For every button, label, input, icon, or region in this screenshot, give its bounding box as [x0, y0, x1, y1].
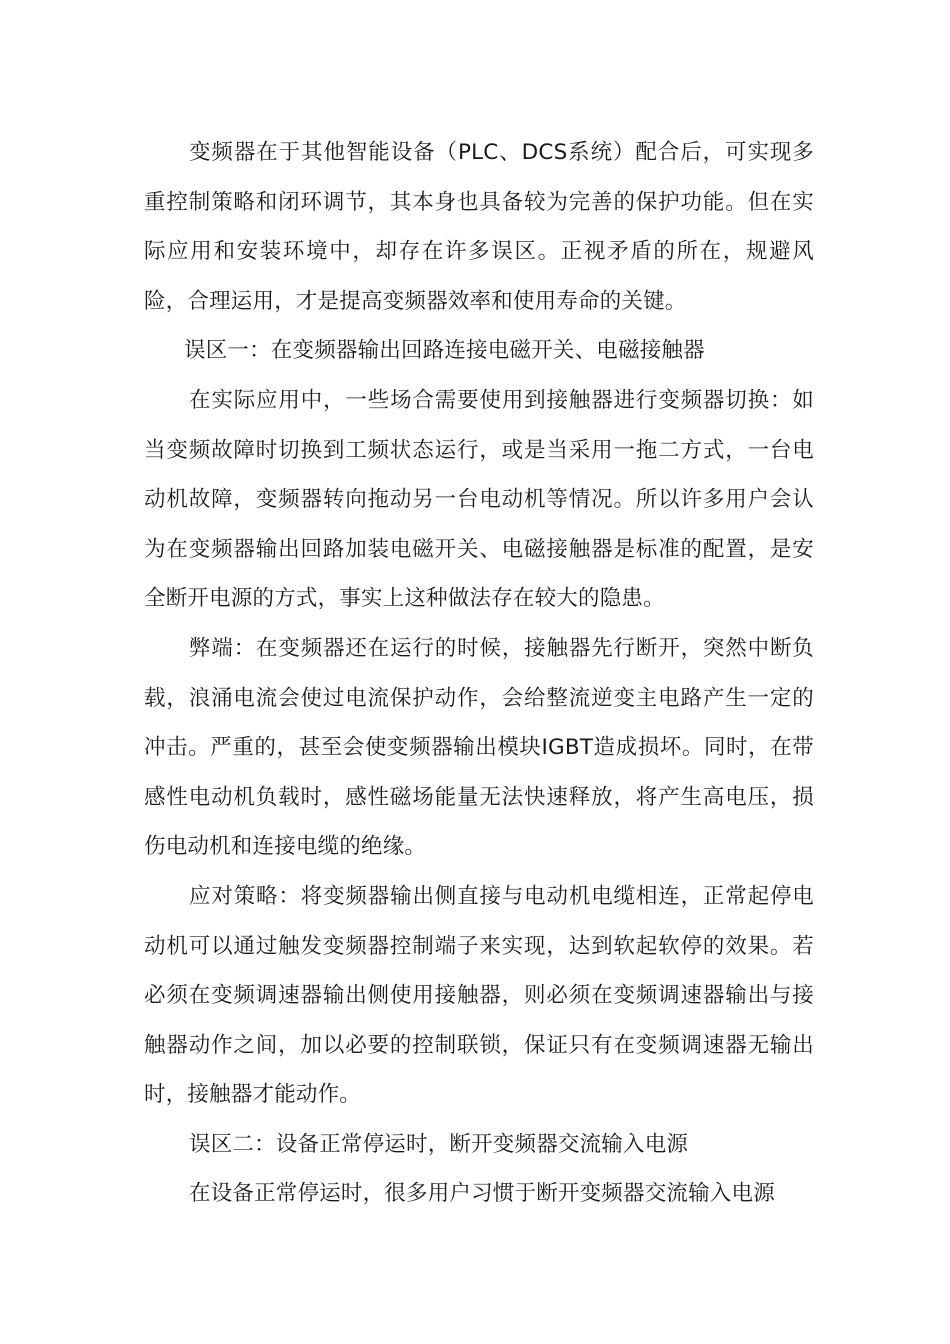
- intro-paragraph: 变频器在于其他智能设备（PLC、DCS系统）配合后，可实现多重控制策略和闭环调节，其本身也具备较为完善的保护功能。但在实际应用和安装环境中，却存在许多误区。正视矛盾的所在，规避风险，合理运用，才是提高变频器效率和使用寿命的关键。: [144, 140, 814, 314]
- section-heading-misconception-one: 误区一：在变频器输出回路连接电磁开关、电磁接触器: [184, 338, 705, 364]
- document-body: [144, 128, 814, 1219]
- misconception-one-drawbacks: 弊端：在变频器还在运行的时候，接触器先行断开，突然中断负载，浪涌电流会使过电流保护动作，会给整流逆变主电路产生一定的冲击。严重的，甚至会使变频器输出模块IGBT造成损坏。同时，在带感性电动机负载时，感性磁场能量无法快速释放，将产生高电压，损伤电动机和连接电缆的绝缘。: [144, 635, 814, 860]
- misconception-two-description: 在设备正常停运时，很多用户习惯于断开变频器交流输入电源: [189, 1181, 775, 1207]
- misconception-one-description: 在实际应用中，一些场合需要使用到接触器进行变频器切换：如当变频故障时切换到工频状态运行，或是当采用一拖二方式，一台电动机故障，变频器转向拖动另一台电动机等情况。所以许多用户会认为在变频器输出回路加装电磁开关、电磁接触器是标准的配置，是安全断开电源的方式，事实上这种做法存在较大的隐患。: [144, 387, 814, 612]
- section-heading-misconception-two: 误区二：设备正常停运时，断开变频器交流输入电源: [189, 1131, 689, 1157]
- misconception-one-countermeasures: 应对策略：将变频器输出侧直接与电动机电缆相连，正常起停电动机可以通过触发变频器控制端子来实现，达到软起软停的效果。若必须在变频调速器输出侧使用接触器，则必须在变频调速器输出与接触器动作之间，加以必要的控制联锁，保证只有在变频调速器无输出时，接触器才能动作。: [144, 883, 814, 1108]
